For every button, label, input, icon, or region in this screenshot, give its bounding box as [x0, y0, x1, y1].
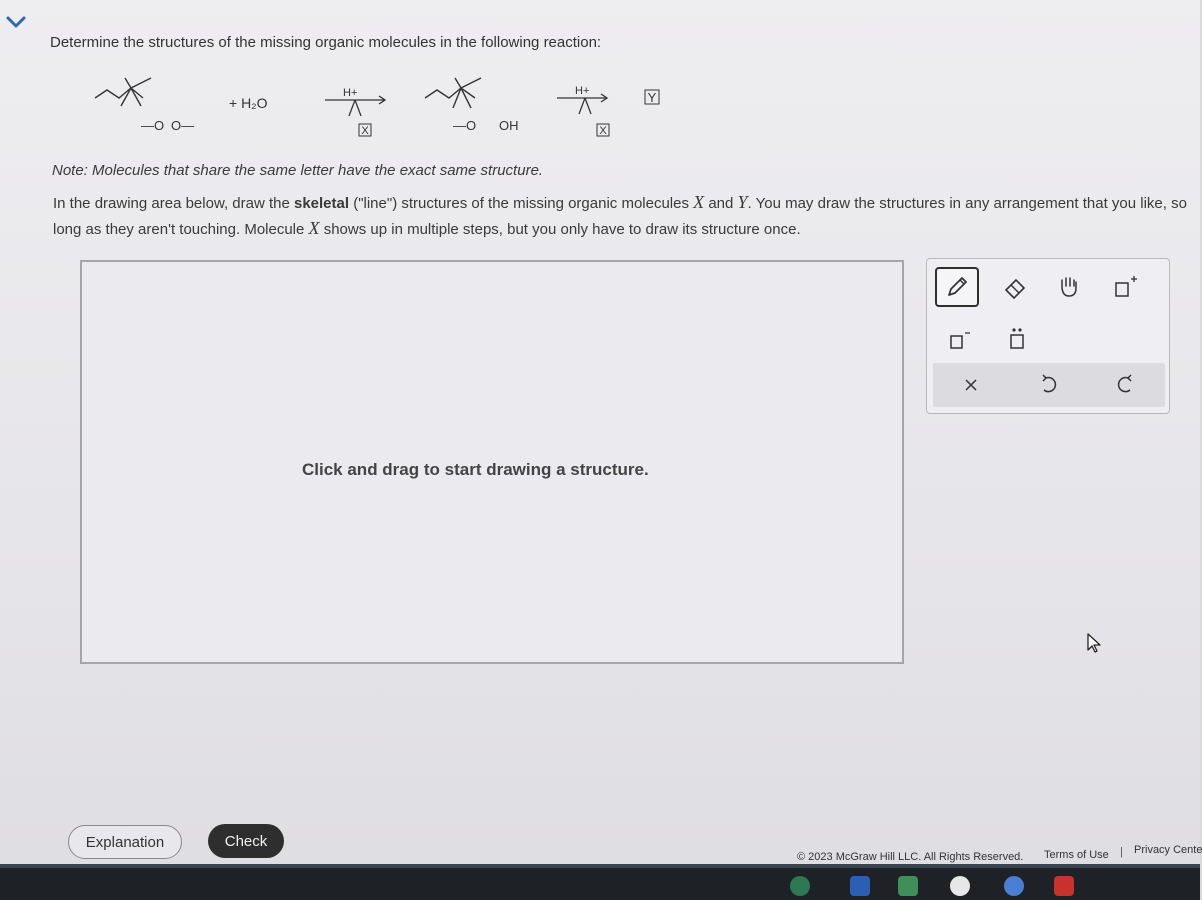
hand-tool[interactable] [1047, 267, 1091, 307]
footer-separator: | [1120, 846, 1123, 858]
reaction-arrow-1 [325, 96, 385, 116]
intermediate-label-a: —O [453, 118, 477, 133]
reaction-scheme [95, 68, 655, 148]
redo-icon [1110, 370, 1140, 400]
question-prompt: Determine the structures of the missing organic molecules in the following reaction: [50, 34, 602, 51]
undo-tool[interactable] [1027, 365, 1071, 405]
redo-tool[interactable] [1103, 365, 1147, 405]
charge-plus-tool[interactable] [1103, 267, 1147, 307]
lone-pair-icon [1002, 324, 1032, 354]
check-button[interactable]: Check [208, 824, 284, 858]
taskbar-app-icon[interactable] [850, 876, 870, 896]
drawing-canvas[interactable] [80, 260, 904, 664]
unknown-1: X [361, 125, 369, 137]
pencil-icon [942, 272, 972, 302]
toolbar-actions-row [933, 363, 1165, 407]
catalyst-1: H+ [343, 87, 358, 99]
taskbar-app-icon[interactable] [790, 876, 810, 896]
pencil-tool[interactable] [935, 267, 979, 307]
reactant-molecule [95, 78, 151, 106]
clear-tool[interactable] [949, 365, 993, 405]
terms-link[interactable]: Terms of Use [1044, 849, 1109, 861]
charge-plus-icon [1110, 272, 1140, 302]
copyright-text: © 2023 McGraw Hill LLC. All Rights Reserved. [797, 851, 1024, 863]
note-text: Note: Molecules that share the same letter have the exact same structure. [52, 162, 544, 179]
intermediate-label-b: OH [499, 118, 519, 133]
product-y: Y [647, 90, 657, 105]
catalyst-2: H+ [575, 85, 590, 97]
reactant-label-b: O— [171, 118, 195, 133]
charge-minus-icon [944, 324, 974, 354]
plus-water: + H₂O [229, 95, 268, 111]
taskbar-app-icon[interactable] [1004, 876, 1024, 896]
explanation-button[interactable]: Explanation [68, 825, 182, 859]
eraser-icon [1000, 272, 1030, 302]
unknown-2: X [599, 125, 607, 137]
intermediate-molecule [425, 78, 481, 108]
drawing-hint: Click and drag to start drawing a structure. [302, 460, 649, 479]
hand-icon [1054, 272, 1084, 302]
lone-pair-tool[interactable] [995, 319, 1039, 359]
instructions: In the drawing area below, draw the skeletal ("line") structures of the missing organic molecules X and Y. You may draw the structures in any arrangement that you like, so long as they aren't touching. Molecule X shows up in multiple steps, but you only have to draw its structure once. [53, 192, 1187, 238]
undo-icon [1034, 370, 1064, 400]
privacy-link[interactable]: Privacy Cente [1134, 844, 1202, 856]
eraser-tool[interactable] [993, 267, 1037, 307]
mcgraw-hill-icon[interactable] [1054, 876, 1074, 896]
skeletal-emphasis: skeletal [293, 195, 350, 212]
charge-minus-tool[interactable] [937, 319, 981, 359]
help-icon[interactable] [950, 876, 970, 896]
drawing-toolbar [926, 258, 1170, 414]
reactant-label-a: —O [141, 118, 165, 133]
reaction-arrow-2 [557, 94, 607, 114]
reaction-svg [95, 68, 655, 148]
chevron-down-icon[interactable] [2, 8, 30, 36]
taskbar-app-icon[interactable] [898, 876, 918, 896]
clear-icon [956, 370, 986, 400]
mouse-cursor-icon [1082, 630, 1108, 656]
